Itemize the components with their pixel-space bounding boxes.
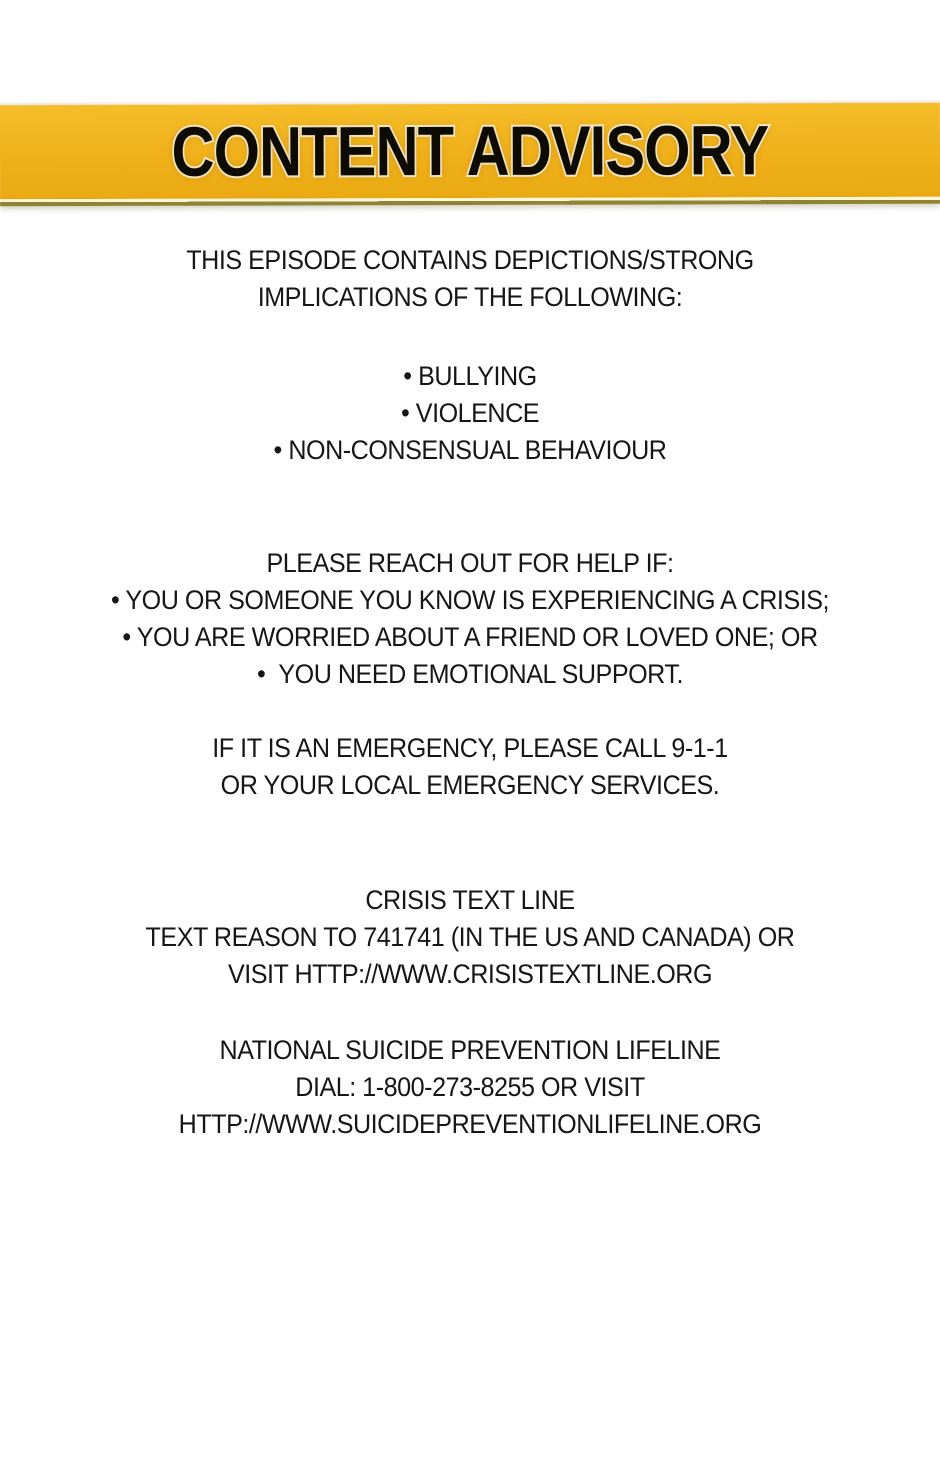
intro-section (33, 242, 907, 316)
crisis-title: CRISIS TEXT LINE (365, 885, 575, 915)
advisory-text (33, 242, 907, 1143)
lifeline-dial-line: DIAL: 1-800-273-8255 OR VISIT (295, 1072, 645, 1102)
content-advisory-page (0, 104, 940, 1476)
warning-bullying: • BULLYING (403, 361, 537, 391)
help-crisis-line: • YOU OR SOMEONE YOU KNOW IS EXPERIENCING A CRISIS; (110, 585, 830, 615)
banner-title: CONTENT ADVISORY (171, 111, 769, 191)
crisis-url-line: VISIT HTTP://WWW.CRISISTEXTLINE.ORG (227, 959, 713, 989)
help-support-line: • YOU NEED EMOTIONAL SUPPORT. (257, 659, 683, 689)
lifeline-section (33, 1032, 907, 1143)
help-worried-line: • YOU ARE WORRIED ABOUT A FRIEND OR LOVED ONE; OR (122, 622, 818, 652)
lifeline-url-line: HTTP://WWW.SUICIDEPREVENTIONLIFELINE.ORG (178, 1109, 762, 1139)
help-heading: PLEASE REACH OUT FOR HELP IF: (266, 548, 674, 578)
content-advisory-banner (0, 103, 940, 199)
emergency-line-2: OR YOUR LOCAL EMERGENCY SERVICES. (220, 770, 720, 800)
crisis-text-line-section (33, 882, 907, 993)
warnings-section (33, 358, 907, 469)
warning-violence: • VIOLENCE (400, 398, 540, 428)
intro-line-2: IMPLICATIONS OF THE FOLLOWING: (257, 282, 683, 312)
emergency-line-1: IF IT IS AN EMERGENCY, PLEASE CALL 9-1-1 (212, 733, 728, 763)
lifeline-title: NATIONAL SUICIDE PREVENTION LIFELINE (219, 1035, 721, 1065)
warning-non-consensual: • NON-CONSENSUAL BEHAVIOUR (273, 435, 667, 465)
help-section (33, 545, 907, 693)
emergency-section (33, 730, 907, 804)
crisis-number-line: TEXT REASON TO 741741 (IN THE US AND CANADA) OR (145, 922, 795, 952)
intro-line-1: THIS EPISODE CONTAINS DEPICTIONS/STRONG (186, 245, 754, 275)
